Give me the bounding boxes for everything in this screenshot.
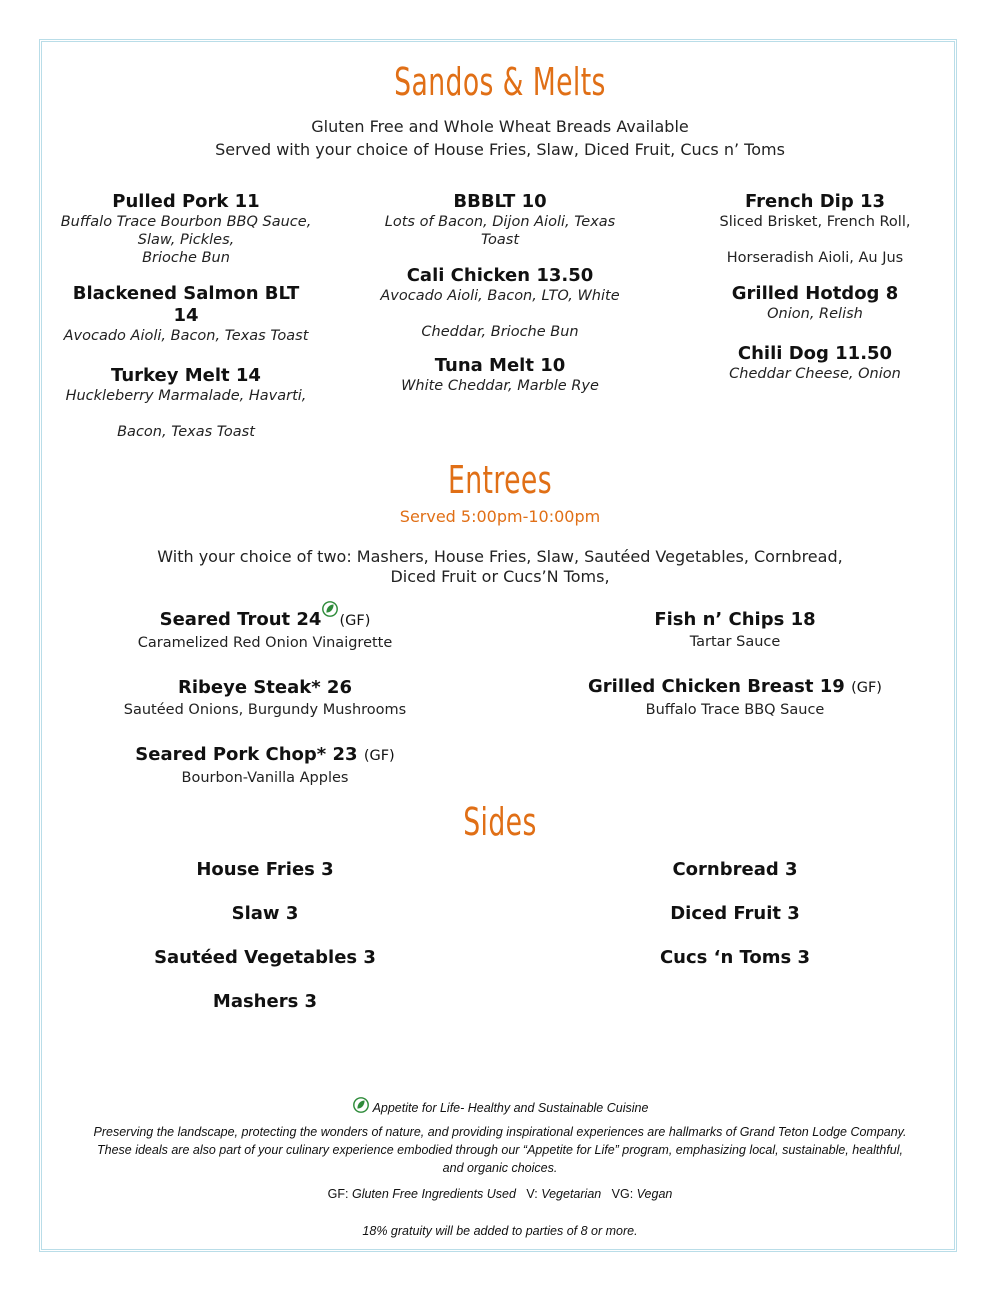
side-item: House Fries 3	[196, 859, 334, 880]
item-name: Chili Dog 11.50	[737, 343, 893, 364]
sandos-subtitle-breads: Gluten Free and Whole Wheat Breads Available	[311, 117, 689, 136]
entree-name: Grilled Chicken Breast 19	[588, 676, 845, 697]
item-name: Blackened Salmon BLT 14	[72, 283, 300, 326]
menu-item-turkey-melt	[60, 365, 312, 441]
gluten-free-tag: (GF)	[851, 680, 882, 696]
v-key: V:	[526, 1187, 538, 1201]
entree-seared-pork-chop	[90, 743, 440, 788]
item-desc: Cheddar, Brioche Bun	[421, 324, 579, 340]
gf-text: Gluten Free Ingredients Used	[351, 1187, 516, 1201]
menu-item-tuna-melt	[378, 355, 622, 395]
item-name: BBBLT 10	[453, 191, 547, 212]
menu-item-pulled-pork	[60, 191, 312, 267]
entree-desc: Sautéed Onions, Burgundy Mushrooms	[123, 702, 407, 718]
item-desc: Cheddar Cheese, Onion	[729, 366, 901, 382]
item-desc: Toast	[480, 232, 520, 248]
item-desc: Avocado Aioli, Bacon, LTO, White	[380, 288, 620, 304]
vg-key: VG:	[611, 1187, 634, 1201]
sandos-subtitle-sides: Served with your choice of House Fries, Slaw, Diced Fruit, Cucs n’ Toms	[215, 140, 785, 159]
side-item: Cucs ‘n Toms 3	[659, 947, 811, 968]
item-name: Pulled Pork 11	[112, 191, 260, 212]
menu-item-grilled-hotdog	[690, 283, 940, 323]
item-desc: White Cheddar, Marble Rye	[401, 378, 599, 394]
sandos-column-3	[690, 191, 940, 383]
entree-desc: Buffalo Trace BBQ Sauce	[645, 702, 825, 718]
item-desc: Brioche Bun	[142, 250, 230, 266]
side-item: Sautéed Vegetables 3	[154, 947, 376, 968]
sandos-column-2	[378, 191, 622, 395]
menu-item-french-dip	[690, 191, 940, 267]
item-name: Grilled Hotdog 8	[731, 283, 899, 304]
item-name: Cali Chicken 13.50	[406, 265, 594, 286]
sandos-column-1	[60, 191, 312, 441]
item-desc: Huckleberry Marmalade, Havarti,	[65, 388, 307, 404]
entree-name: Seared Pork Chop* 23	[135, 744, 358, 765]
entree-grilled-chicken-breast	[560, 675, 910, 720]
item-desc: Buffalo Trace Bourbon BBQ Sauce,	[60, 214, 312, 230]
footer-statement-line-3: and organic choices.	[442, 1161, 558, 1175]
entrees-served-time: Served 5:00pm-10:00pm	[399, 507, 601, 526]
item-desc: Bacon, Texas Toast	[117, 424, 255, 440]
footer-statement-line-1: Preserving the landscape, protecting the wonders of nature, and providing inspirational experiences are hallmarks of Grand Teton Lodge Company.	[93, 1125, 907, 1139]
gratuity-notice: 18% gratuity will be added to parties of 8 or more.	[362, 1224, 638, 1238]
gluten-free-tag: (GF)	[363, 748, 395, 764]
vg-text: Vegan	[636, 1187, 673, 1201]
entree-name: Fish n’ Chips 18	[654, 609, 816, 630]
entree-ribeye-steak	[90, 676, 440, 720]
v-text: Vegetarian	[541, 1187, 602, 1201]
entree-name: Ribeye Steak* 26	[178, 677, 352, 698]
side-item: Cornbread 3	[672, 859, 798, 880]
entrees-choice-line-2: Diced Fruit or Cucs’N Toms,	[390, 567, 610, 586]
side-item: Diced Fruit 3	[670, 903, 800, 924]
item-name: Tuna Melt 10	[434, 355, 566, 376]
item-desc: Sliced Brisket, French Roll,	[719, 214, 911, 230]
footer-statement-line-2: These ideals are also part of your culinary experience embodied through our “Appetite for Life” program, emphasizing local, sustainable, healthful,	[96, 1143, 903, 1157]
item-desc: Horseradish Aioli, Au Jus	[726, 250, 904, 266]
item-desc: Lots of Bacon, Dijon Aioli, Texas	[384, 214, 616, 230]
menu-item-chili-dog	[690, 343, 940, 383]
side-item: Slaw 3	[231, 903, 299, 924]
gluten-free-tag: (GF)	[339, 613, 371, 629]
entrees-title: Entrees	[448, 458, 552, 502]
gf-key: GF:	[327, 1187, 349, 1201]
sandos-title: Sandos & Melts	[394, 60, 606, 104]
menu-item-blackened-salmon	[60, 283, 312, 345]
entrees-right-column	[560, 608, 910, 720]
dietary-key	[60, 1185, 940, 1203]
entrees-left-column	[90, 608, 440, 788]
entree-desc: Bourbon-Vanilla Apples	[181, 770, 349, 786]
appetite-for-life-leaf-icon	[321, 600, 339, 618]
item-desc: Onion, Relish	[767, 306, 863, 322]
appetite-for-life-text: Appetite for Life- Healthy and Sustainable Cuisine	[372, 1101, 649, 1115]
sides-title: Sides	[463, 800, 537, 844]
entree-seared-trout	[90, 608, 440, 653]
appetite-for-life-leaf-icon	[352, 1096, 370, 1114]
entree-desc: Tartar Sauce	[689, 634, 781, 650]
entree-desc: Caramelized Red Onion Vinaigrette	[137, 635, 393, 651]
appetite-for-life-legend	[60, 1096, 940, 1117]
item-desc: Avocado Aioli, Bacon, Texas Toast	[63, 328, 309, 344]
menu-item-cali-chicken	[378, 265, 622, 341]
entree-fish-n-chips	[560, 608, 910, 652]
menu-item-bbblt	[378, 191, 622, 249]
side-item: Mashers 3	[212, 991, 318, 1012]
item-name: French Dip 13	[744, 191, 886, 212]
item-desc: Slaw, Pickles,	[137, 232, 235, 248]
entrees-choice-line-1: With your choice of two: Mashers, House Fries, Slaw, Sautéed Vegetables, Cornbread,	[157, 547, 843, 566]
entree-name: Seared Trout 24	[159, 609, 322, 630]
item-name: Turkey Melt 14	[111, 365, 261, 386]
